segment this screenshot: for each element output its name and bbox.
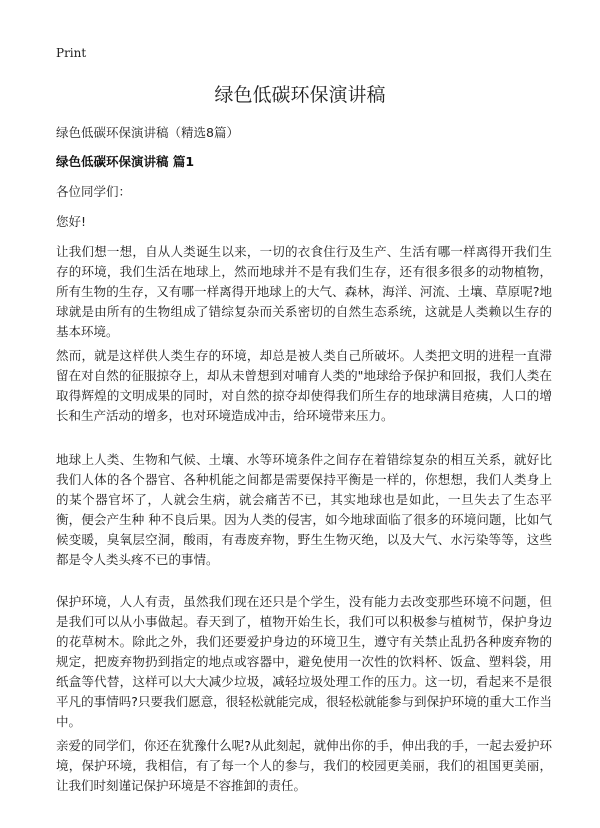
paragraph-5: 亲爱的同学们，你还在犹豫什么呢?从此刻起，就伸出你的手，伸出我的手，一起去爱护环境，保护环境，我相信，有了每一个人的参与，我们的校园更美丽，我们的祖国更美丽，让我们时刻谨记保护环境是不容推卸的责任。 — [56, 738, 552, 793]
print-link[interactable]: Print — [56, 46, 87, 60]
section-heading: 绿色低碳环保演讲稿 篇1 — [56, 154, 195, 169]
paragraph-2: 然而，就是这样供人类生存的环境，却总是被人类自己所破坏。人类把文明的进程一直滞留在对自然的征服掠夺上，却从未曾想到对哺育人类的"地球给予保护和回报，我们人类在取得辉煌的文明成果的同时，对自然的掠夺却使得我们所生存的地球满目疮痍，人口的增长和生产活动的增多，也对环境造成冲击，给环境带来压力。 — [56, 348, 552, 423]
greeting: 您好! — [56, 214, 87, 229]
paragraph-1: 让我们想一想，自从人类诞生以来，一切的衣食住行及生产、生活有哪一样离得开我们生存的环境，我们生活在地球上，然而地球并不是有我们生存，还有很多很多的动物植物，所有生物的生存，又有哪一样离得开地球上的大气、森林，海洋、河流、土壤、草原呢?地球就是由所有的生物组成了错综复杂而关系密切的自然生态系统，这就是人类赖以生存的基本环境。 — [56, 244, 552, 339]
paragraph-3: 地球上人类、生物和气候、土壤、水等环境条件之间存在着错综复杂的相互关系，就好比我们人体的各个器官、各种机能之间都是需要保持平衡是一样的，你想想，我们人类身上的某个器官坏了，人就会生病，就会痛苦不已，其实地球也是如此，一旦失去了生态平衡，便会产生种 种不良后果。因为人类的侵害，如今地球面临了很多的环境问题，比如气候变暖，臭氧层空洞，酸雨，有毒废弃物，野生生物灭绝，以及大气、水污染等等，这些都是令人类头疼不已的事情。 — [56, 452, 552, 567]
salutation: 各位同学们： — [56, 184, 132, 199]
paragraph-4: 保护环境，人人有责，虽然我们现在还只是个学生，没有能力去改变那些环境不问题，但是我们可以从小事做起。春天到了，植物开始生长，我们可以积极参与植树节，保护身边的花草树木。除此之外，我们还要爱护身边的环境卫生，遵守有关禁止乱扔各种废弃物的规定，把废弃物扔到指定的地点或容器中，避免使用一次性的饮料杯、饭盒、塑料袋，用纸盒等代替，这样可以大大减少垃圾，减轻垃圾处理工作的压力。这一切，看起来不是很平凡的事情吗?只要我们愿意，很轻松就能完成，很轻松就能参与到保护环境的重大工作当中。 — [56, 594, 552, 729]
document-subtitle: 绿色低碳环保演讲稿（精选8篇） — [56, 125, 239, 140]
page-title: 绿色低碳环保演讲稿 — [214, 84, 386, 106]
